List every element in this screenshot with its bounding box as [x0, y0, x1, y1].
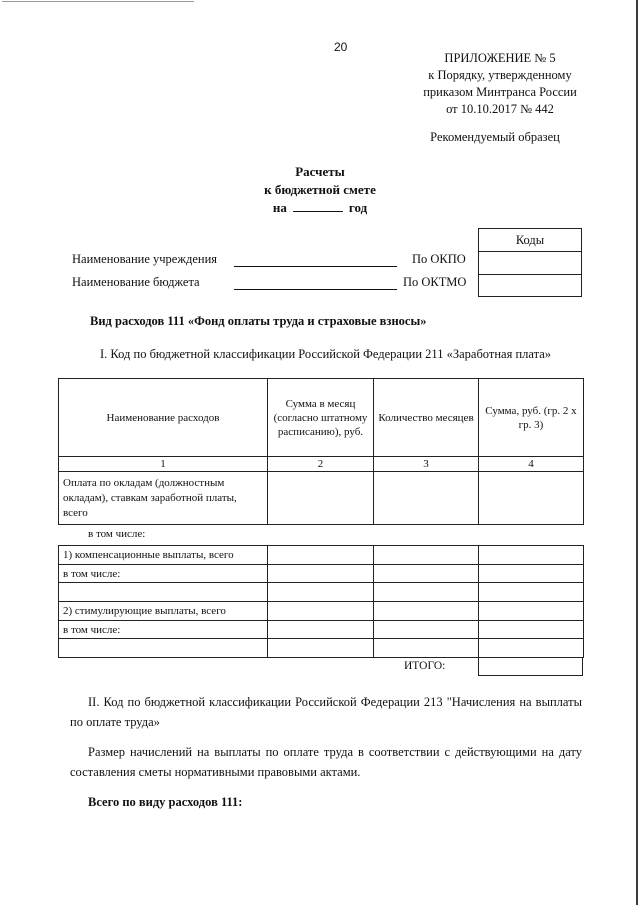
appendix-block: [400, 50, 600, 118]
table-row: [59, 639, 584, 658]
scan-edge-top: [2, 1, 194, 2]
title-line-2: к бюджетной смете: [264, 182, 376, 197]
months-count-cell[interactable]: [374, 564, 479, 583]
section-ii-title: II. Код по бюджетной классификации Российской Федерации 213 "Начисления на выплаты по оплате труда»: [70, 695, 582, 729]
months-count-cell[interactable]: [374, 546, 479, 565]
months-count-cell[interactable]: [374, 620, 479, 639]
appendix-line-title: ПРИЛОЖЕНИЕ № 5: [444, 51, 556, 65]
codes-box: [478, 228, 582, 297]
column-header-monthly: Сумма в месяц (согласно штатному расписанию), руб.: [268, 379, 374, 457]
monthly-amount-cell[interactable]: [268, 602, 374, 621]
page-number: 20: [334, 40, 348, 54]
total-amount-cell[interactable]: [479, 620, 584, 639]
row-name: 2) стимулирующие выплаты, всего: [59, 602, 268, 621]
appendix-line-order: к Порядку, утвержденному: [428, 68, 572, 82]
okpo-label: По ОКПО: [412, 252, 466, 266]
salary-table: [58, 378, 584, 525]
appendix-line-ministry: приказом Минтранса России: [423, 85, 577, 99]
total-amount-cell[interactable]: [479, 564, 584, 583]
section-heading: Вид расходов 111 «Фонд оплаты труда и страховые взносы»: [90, 314, 427, 328]
itogo-total-field[interactable]: [478, 657, 583, 676]
row-name: Оплата по окладам (должностным окладам), ставкам заработной платы, всего: [59, 472, 268, 525]
allowances-table: [58, 545, 584, 658]
table-row: [59, 583, 584, 602]
institution-field[interactable]: [234, 266, 397, 267]
section-i-title: I. Код по бюджетной классификации Российской Федерации 211 «Заработная плата»: [100, 347, 552, 361]
row-name: в том числе:: [59, 620, 268, 639]
column-number: 2: [268, 457, 374, 472]
column-number-row: [59, 457, 584, 472]
okpo-code-field[interactable]: [479, 252, 581, 275]
title-line-3: [220, 199, 420, 217]
column-number: 3: [374, 457, 479, 472]
budget-field[interactable]: [234, 289, 397, 290]
table-header-row: [59, 379, 584, 457]
row-name[interactable]: [59, 583, 268, 602]
oktmo-label: По ОКТМО: [403, 275, 467, 289]
column-header-months: Количество месяцев: [374, 379, 479, 457]
title-year-prefix: на: [272, 200, 287, 215]
column-number: 4: [479, 457, 584, 472]
scan-edge-right: [636, 0, 638, 905]
monthly-amount-cell[interactable]: [268, 546, 374, 565]
months-count-cell[interactable]: [374, 583, 479, 602]
document-title: [220, 163, 420, 217]
itogo-label: ИТОГО:: [404, 660, 446, 672]
monthly-amount-cell[interactable]: [268, 639, 374, 658]
total-amount-cell[interactable]: [479, 602, 584, 621]
oktmo-code-field[interactable]: [479, 275, 581, 298]
column-number: 1: [59, 457, 268, 472]
table-row: [59, 546, 584, 565]
months-count-cell[interactable]: [374, 602, 479, 621]
year-field[interactable]: [293, 199, 343, 212]
total-by-expense-type-heading: Всего по виду расходов 111:: [88, 795, 243, 809]
row-name: в том числе:: [59, 564, 268, 583]
title-year-suffix: год: [348, 200, 368, 215]
monthly-amount-cell[interactable]: [268, 620, 374, 639]
monthly-amount-cell[interactable]: [268, 472, 374, 525]
table-row: [59, 620, 584, 639]
table-row: [59, 602, 584, 621]
monthly-amount-cell[interactable]: [268, 583, 374, 602]
total-amount-cell[interactable]: [479, 639, 584, 658]
column-header-name: Наименование расходов: [59, 379, 268, 457]
monthly-amount-cell[interactable]: [268, 564, 374, 583]
title-line-1: Расчеты: [295, 164, 345, 179]
table-row: [59, 564, 584, 583]
section-ii-description: Размер начислений на выплаты по оплате труда в соответствии с действующими на дату составления сметы нормативными правовыми актами.: [70, 745, 582, 779]
budget-label: Наименование бюджета: [72, 275, 200, 289]
codes-header: Коды: [479, 229, 581, 252]
including-label: в том числе:: [88, 528, 146, 540]
row-name[interactable]: [59, 639, 268, 658]
total-amount-cell[interactable]: [479, 583, 584, 602]
table-row: [59, 472, 584, 525]
total-amount-cell[interactable]: [479, 546, 584, 565]
appendix-line-date: от 10.10.2017 № 442: [446, 102, 554, 116]
column-header-total: Сумма, руб. (гр. 2 х гр. 3): [479, 379, 584, 457]
institution-label: Наименование учреждения: [72, 252, 218, 266]
months-count-cell[interactable]: [374, 639, 479, 658]
recommended-sample-label: Рекомендуемый образец: [430, 130, 560, 144]
total-amount-cell[interactable]: [479, 472, 584, 525]
months-count-cell[interactable]: [374, 472, 479, 525]
row-name: 1) компенсационные выплаты, всего: [59, 546, 268, 565]
